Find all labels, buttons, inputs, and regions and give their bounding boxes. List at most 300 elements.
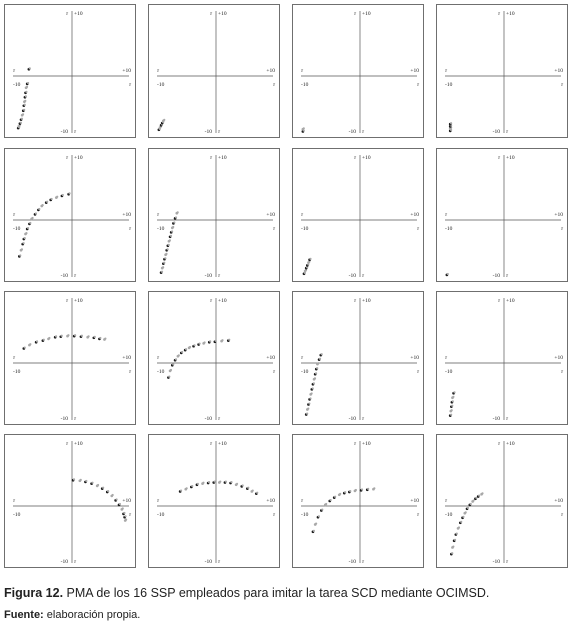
data-point-shadow (62, 194, 64, 196)
data-point-shadow (451, 405, 453, 407)
data-point-shadow (25, 232, 27, 234)
y-axis-symbol-bottom: τ (218, 559, 220, 565)
y-axis-symbol-bottom: τ (362, 559, 364, 565)
data-point-shadow (460, 521, 462, 523)
data-point-shadow (472, 500, 474, 502)
data-point-shadow (306, 413, 308, 415)
x-axis-symbol-left: τ (13, 68, 15, 74)
data-point-shadow (452, 545, 454, 547)
scatter-panel-4 (436, 4, 568, 138)
data-point-shadow (214, 480, 216, 482)
tick-label-bottom: -10 (348, 273, 356, 279)
tick-label-left: -10 (445, 512, 453, 518)
y-axis-symbol-top: τ (498, 155, 500, 161)
scatter-panel-7 (292, 148, 424, 282)
y-axis-symbol-top: τ (66, 441, 68, 447)
x-axis-symbol-left: τ (157, 355, 159, 361)
tick-label-left: -10 (13, 369, 21, 375)
data-point-shadow (313, 530, 315, 532)
tick-label-left: -10 (157, 226, 165, 232)
data-point-shadow (35, 212, 37, 214)
data-point-shadow (197, 483, 199, 485)
scatter-panel-13 (4, 434, 136, 568)
data-point-shadow (102, 487, 104, 489)
y-axis-symbol-bottom: τ (218, 273, 220, 279)
data-point-shadow (91, 482, 93, 484)
y-axis-symbol-top: τ (498, 441, 500, 447)
data-point-shadow (172, 226, 174, 228)
y-axis-symbol-top: τ (354, 155, 356, 161)
data-point-shadow (67, 334, 69, 336)
data-point-shadow (36, 340, 38, 342)
tick-label-bottom: -10 (60, 129, 68, 135)
tick-label-left: -10 (445, 82, 453, 88)
data-point-shadow (55, 335, 57, 337)
y-axis-symbol-bottom: τ (362, 416, 364, 422)
data-point-shadow (104, 337, 106, 339)
data-point-shadow (112, 494, 114, 496)
tick-label-bottom: -10 (492, 129, 500, 135)
tick-label-right: +10 (554, 68, 563, 74)
scatter-panel-9 (4, 291, 136, 425)
tick-label-left: -10 (301, 226, 309, 232)
tick-label-top: +10 (362, 155, 371, 161)
data-point-shadow (38, 208, 40, 210)
data-point-shadow (172, 363, 174, 365)
y-axis-symbol-top: τ (210, 441, 212, 447)
tick-label-right: +10 (410, 68, 419, 74)
tick-label-top: +10 (218, 298, 227, 304)
data-point-shadow (119, 503, 121, 505)
data-point-shadow (236, 483, 238, 485)
x-axis-symbol-left: τ (13, 355, 15, 361)
y-axis-symbol-bottom: τ (74, 416, 76, 422)
data-point-shadow (27, 227, 29, 229)
data-point-shadow (125, 519, 127, 521)
data-point-shadow (61, 335, 63, 337)
tick-label-bottom: -10 (204, 559, 212, 565)
y-axis-symbol-bottom: τ (506, 559, 508, 565)
x-axis-symbol-right: τ (417, 82, 419, 88)
data-point-shadow (51, 198, 53, 200)
x-axis-symbol-right: τ (417, 226, 419, 232)
x-axis-symbol-left: τ (157, 212, 159, 218)
x-axis-symbol-right: τ (273, 512, 275, 518)
data-point-shadow (161, 271, 163, 273)
data-point-shadow (22, 113, 24, 115)
scatter-panel-10 (148, 291, 280, 425)
data-point-shadow (48, 337, 50, 339)
data-point-shadow (31, 217, 33, 219)
x-axis-symbol-right: τ (561, 369, 563, 375)
data-point-shadow (339, 493, 341, 495)
data-point-shadow (311, 392, 313, 394)
tick-label-top: +10 (362, 11, 371, 17)
x-axis-symbol-right: τ (417, 512, 419, 518)
x-axis-symbol-right: τ (129, 369, 131, 375)
data-point-shadow (163, 119, 165, 121)
scatter-plot-9 (5, 292, 137, 426)
data-point-shadow (317, 362, 319, 364)
scatter-plot-10 (149, 292, 281, 426)
data-point-shadow (162, 266, 164, 268)
data-point-shadow (316, 367, 318, 369)
scatter-panel-11 (292, 291, 424, 425)
data-point-shadow (314, 377, 316, 379)
tick-label-top: +10 (74, 11, 83, 17)
data-point-shadow (373, 487, 375, 489)
data-point-shadow (308, 402, 310, 404)
tick-label-left: -10 (13, 512, 21, 518)
tick-label-top: +10 (506, 155, 515, 161)
data-point-shadow (315, 372, 317, 374)
y-axis-symbol-bottom: τ (74, 559, 76, 565)
data-point-shadow (170, 235, 172, 237)
source-text: elaboración propia. (43, 609, 141, 621)
y-axis-symbol-top: τ (354, 441, 356, 447)
tick-label-right: +10 (266, 498, 275, 504)
data-point-shadow (73, 478, 75, 480)
data-point-shadow (94, 336, 96, 338)
data-point-shadow (470, 503, 472, 505)
data-point-shadow (450, 122, 452, 124)
data-point-shadow (242, 484, 244, 486)
tick-label-right: +10 (266, 355, 275, 361)
data-point-shadow (209, 340, 211, 342)
tick-label-top: +10 (74, 298, 83, 304)
x-axis-symbol-right: τ (273, 82, 275, 88)
data-point-shadow (81, 335, 83, 337)
data-point-shadow (256, 492, 258, 494)
scatter-plot-6 (149, 149, 281, 283)
data-point-shadow (321, 353, 323, 355)
tick-label-right: +10 (122, 68, 131, 74)
scatter-plot-8 (437, 149, 569, 283)
x-axis-symbol-left: τ (445, 355, 447, 361)
data-point-shadow (24, 104, 26, 106)
x-axis-symbol-right: τ (417, 369, 419, 375)
scatter-plot-2 (149, 5, 281, 139)
tick-label-left: -10 (445, 369, 453, 375)
data-point-shadow (85, 480, 87, 482)
data-point-shadow (447, 273, 449, 275)
data-point-shadow (228, 339, 230, 341)
scatter-plot-13 (5, 435, 137, 569)
y-axis-symbol-bottom: τ (218, 416, 220, 422)
data-point-shadow (361, 488, 363, 490)
data-point-shadow (97, 484, 99, 486)
x-axis-symbol-left: τ (445, 498, 447, 504)
data-point-shadow (325, 503, 327, 505)
data-point-shadow (24, 100, 26, 102)
data-point-shadow (29, 343, 31, 345)
scatter-plot-7 (293, 149, 425, 283)
figure-source (4, 609, 140, 621)
data-point-shadow (313, 382, 315, 384)
data-point-shadow (175, 216, 177, 218)
data-point-shadow (25, 91, 27, 93)
data-point-shadow (42, 204, 44, 206)
data-point-shadow (168, 376, 170, 378)
data-point-shadow (221, 339, 223, 341)
tick-label-left: -10 (13, 226, 21, 232)
data-point-shadow (303, 127, 305, 129)
data-point-shadow (21, 248, 23, 250)
data-point-shadow (124, 515, 126, 517)
data-point-shadow (25, 95, 27, 97)
scatter-plot-3 (293, 5, 425, 139)
data-point-shadow (168, 244, 170, 246)
scatter-panel-3 (292, 4, 424, 138)
tick-label-top: +10 (218, 11, 227, 17)
data-point-shadow (451, 409, 453, 411)
data-point-shadow (24, 237, 26, 239)
data-point-shadow (177, 211, 179, 213)
x-axis-symbol-left: τ (445, 212, 447, 218)
data-point-shadow (453, 391, 455, 393)
data-point-shadow (74, 334, 76, 336)
tick-label-top: +10 (74, 441, 83, 447)
tick-label-top: +10 (218, 155, 227, 161)
data-point-shadow (164, 257, 166, 259)
data-point-shadow (367, 488, 369, 490)
y-axis-symbol-top: τ (498, 11, 500, 17)
data-point-shadow (43, 339, 45, 341)
scatter-panel-12 (436, 291, 568, 425)
scatter-plot-12 (437, 292, 569, 426)
data-point-shadow (29, 222, 31, 224)
tick-label-right: +10 (122, 212, 131, 218)
tick-label-right: +10 (122, 355, 131, 361)
scatter-plot-4 (437, 5, 569, 139)
tick-label-left: -10 (13, 82, 21, 88)
data-point-shadow (456, 533, 458, 535)
data-point-shadow (307, 407, 309, 409)
data-point-shadow (29, 67, 31, 69)
data-point-shadow (56, 196, 58, 198)
data-point-shadow (163, 262, 165, 264)
tick-label-bottom: -10 (492, 416, 500, 422)
tick-label-bottom: -10 (492, 559, 500, 565)
data-point-shadow (450, 414, 452, 416)
scatter-panel-6 (148, 148, 280, 282)
tick-label-right: +10 (266, 68, 275, 74)
data-point-shadow (26, 86, 28, 88)
x-axis-symbol-right: τ (273, 226, 275, 232)
y-axis-symbol-bottom: τ (362, 129, 364, 135)
y-axis-symbol-top: τ (210, 155, 212, 161)
data-point-shadow (462, 516, 464, 518)
data-point-shadow (68, 192, 70, 194)
tick-label-top: +10 (506, 441, 515, 447)
data-point-shadow (198, 343, 200, 345)
tick-label-bottom: -10 (348, 559, 356, 565)
y-axis-symbol-bottom: τ (74, 129, 76, 135)
data-point-shadow (193, 344, 195, 346)
data-point-shadow (458, 526, 460, 528)
data-point-shadow (21, 118, 23, 120)
tick-label-right: +10 (410, 498, 419, 504)
data-point-shadow (309, 397, 311, 399)
y-axis-symbol-top: τ (354, 298, 356, 304)
scatter-plot-15 (293, 435, 425, 569)
data-point-shadow (465, 511, 467, 513)
x-axis-symbol-left: τ (445, 68, 447, 74)
x-axis-symbol-left: τ (301, 68, 303, 74)
data-point-shadow (219, 480, 221, 482)
data-point-shadow (23, 109, 25, 111)
data-point-shadow (165, 253, 167, 255)
data-point-shadow (87, 335, 89, 337)
tick-label-bottom: -10 (492, 273, 500, 279)
data-point-shadow (334, 496, 336, 498)
x-axis-symbol-right: τ (561, 82, 563, 88)
y-axis-symbol-top: τ (210, 298, 212, 304)
scatter-panel-15 (292, 434, 424, 568)
tick-label-top: +10 (362, 441, 371, 447)
scatter-panel-8 (436, 148, 568, 282)
tick-label-left: -10 (301, 512, 309, 518)
tick-label-top: +10 (218, 441, 227, 447)
x-axis-symbol-left: τ (301, 212, 303, 218)
tick-label-bottom: -10 (204, 416, 212, 422)
x-axis-symbol-left: τ (157, 498, 159, 504)
scatter-panel-5 (4, 148, 136, 282)
source-label: Fuente: (4, 609, 44, 621)
x-axis-symbol-right: τ (561, 512, 563, 518)
y-axis-symbol-top: τ (66, 11, 68, 17)
tick-label-bottom: -10 (60, 273, 68, 279)
x-axis-symbol-left: τ (301, 355, 303, 361)
data-point-shadow (180, 489, 182, 491)
y-axis-symbol-top: τ (498, 298, 500, 304)
tick-label-left: -10 (157, 369, 165, 375)
data-point-shadow (208, 481, 210, 483)
y-axis-symbol-bottom: τ (218, 129, 220, 135)
x-axis-symbol-left: τ (13, 498, 15, 504)
data-point-shadow (24, 346, 26, 348)
y-axis-symbol-bottom: τ (506, 416, 508, 422)
data-point-shadow (454, 539, 456, 541)
scatter-plot-16 (437, 435, 569, 569)
caption-text: PMA de los 16 SSP empleados para imitar la tarea SCD mediante OCIMSD. (63, 586, 490, 600)
data-point-shadow (203, 341, 205, 343)
data-point-shadow (178, 354, 180, 356)
data-point-shadow (202, 482, 204, 484)
x-axis-symbol-right: τ (129, 226, 131, 232)
data-point-shadow (467, 507, 469, 509)
scatter-panel-2 (148, 4, 280, 138)
tick-label-left: -10 (157, 512, 165, 518)
data-point-shadow (315, 522, 317, 524)
tick-label-top: +10 (506, 298, 515, 304)
tick-label-bottom: -10 (348, 129, 356, 135)
data-point-shadow (185, 348, 187, 350)
figure-caption (4, 586, 489, 600)
tick-label-right: +10 (554, 498, 563, 504)
y-axis-symbol-top: τ (210, 11, 212, 17)
data-point-shadow (319, 358, 321, 360)
data-point-shadow (170, 369, 172, 371)
x-axis-symbol-left: τ (157, 68, 159, 74)
data-point-shadow (318, 515, 320, 517)
data-point-shadow (107, 490, 109, 492)
tick-label-bottom: -10 (60, 559, 68, 565)
data-point-shadow (46, 201, 48, 203)
data-point-shadow (330, 499, 332, 501)
data-point-shadow (181, 351, 183, 353)
data-point-shadow (344, 491, 346, 493)
data-point-shadow (23, 242, 25, 244)
y-axis-symbol-top: τ (66, 155, 68, 161)
y-axis-symbol-top: τ (66, 298, 68, 304)
data-point-shadow (27, 82, 29, 84)
data-point-shadow (215, 340, 217, 342)
data-point-shadow (99, 337, 101, 339)
data-point-shadow (247, 487, 249, 489)
tick-label-right: +10 (554, 212, 563, 218)
data-point-shadow (309, 258, 311, 260)
tick-label-right: +10 (122, 498, 131, 504)
data-point-shadow (230, 481, 232, 483)
x-axis-symbol-right: τ (273, 369, 275, 375)
data-point-shadow (173, 221, 175, 223)
data-point-shadow (189, 346, 191, 348)
data-point-shadow (225, 480, 227, 482)
data-point-shadow (169, 239, 171, 241)
scatter-panel-16 (436, 434, 568, 568)
data-point-shadow (186, 487, 188, 489)
data-point-shadow (175, 358, 177, 360)
scatter-panel-1 (4, 4, 136, 138)
tick-label-top: +10 (506, 11, 515, 17)
x-axis-symbol-right: τ (129, 512, 131, 518)
caption-label: Figura 12. (4, 586, 64, 600)
tick-label-left: -10 (445, 226, 453, 232)
x-axis-symbol-right: τ (561, 226, 563, 232)
tick-label-right: +10 (266, 212, 275, 218)
x-axis-symbol-left: τ (301, 498, 303, 504)
data-point-shadow (191, 485, 193, 487)
data-point-shadow (167, 248, 169, 250)
tick-label-bottom: -10 (204, 273, 212, 279)
tick-label-right: +10 (554, 355, 563, 361)
scatter-plot-11 (293, 292, 425, 426)
tick-label-bottom: -10 (60, 416, 68, 422)
y-axis-symbol-bottom: τ (506, 273, 508, 279)
x-axis-symbol-right: τ (129, 82, 131, 88)
scatter-panel-14 (148, 434, 280, 568)
data-point-shadow (122, 507, 124, 509)
data-point-shadow (312, 387, 314, 389)
tick-label-right: +10 (410, 212, 419, 218)
data-point-shadow (115, 498, 117, 500)
data-point-shadow (355, 489, 357, 491)
data-point-shadow (349, 490, 351, 492)
data-point-shadow (481, 492, 483, 494)
data-point-shadow (123, 512, 125, 514)
scatter-plot-1 (5, 5, 137, 139)
tick-label-top: +10 (362, 298, 371, 304)
data-point-shadow (452, 400, 454, 402)
tick-label-top: +10 (74, 155, 83, 161)
data-point-shadow (452, 396, 454, 398)
data-point-shadow (20, 122, 22, 124)
tick-label-left: -10 (157, 82, 165, 88)
data-point-shadow (451, 552, 453, 554)
scatter-plot-14 (149, 435, 281, 569)
tick-label-bottom: -10 (348, 416, 356, 422)
